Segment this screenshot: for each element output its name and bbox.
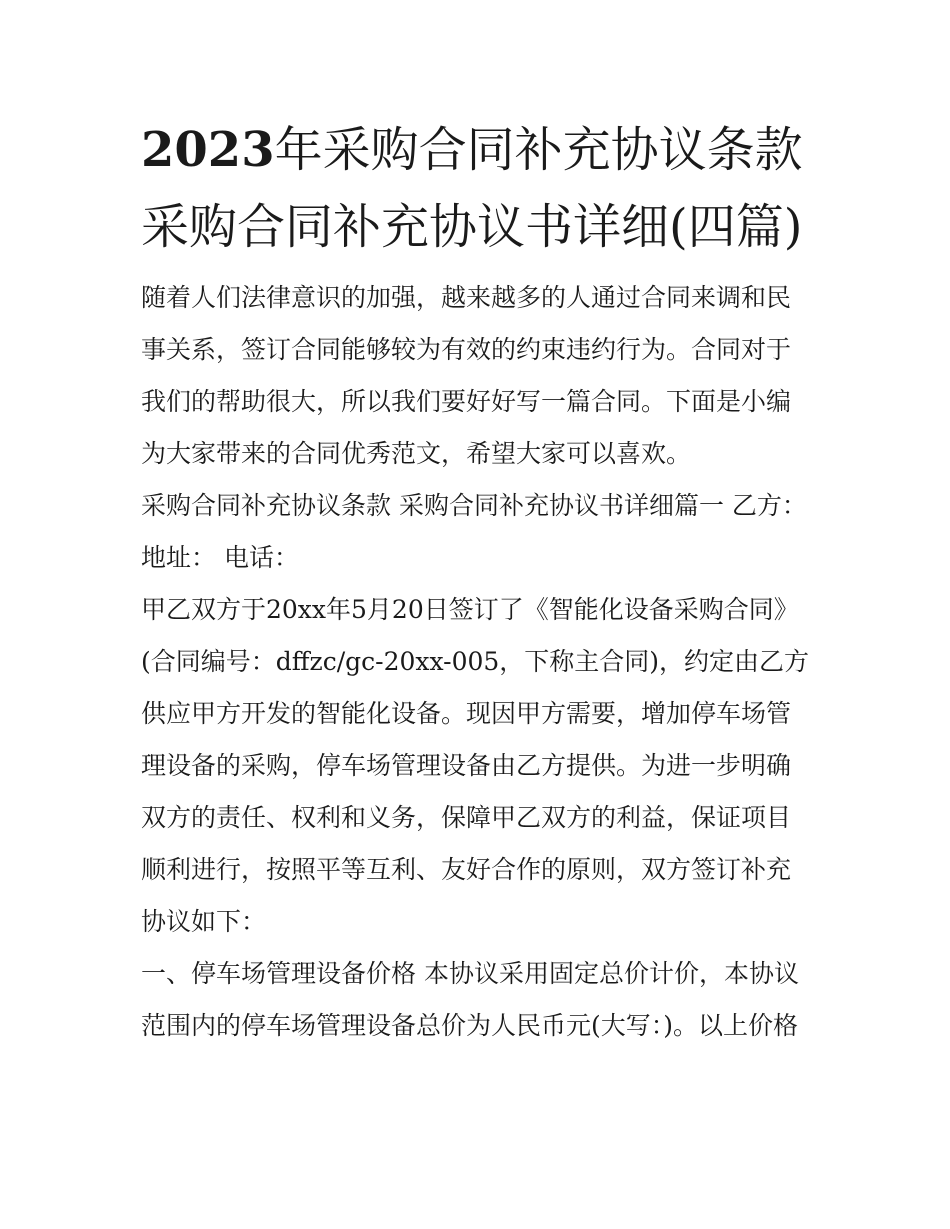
section-heading-line: 采购合同补充协议条款 采购合同补充协议书详细篇一 乙方： [141,491,807,520]
document-content [141,112,813,1052]
address-phone-line: 地址： 电话： [141,543,299,572]
document-title [141,112,813,266]
title-text: 年采购合同补充协议条款采购合同补充协议书详细(四篇) [141,122,803,255]
price-clause-paragraph: 一、停车场管理设备价格 本协议采用固定总价计价，本协议范围内的停车场管理设备总价为人民币元(大写：)。以上价格 [141,959,799,1040]
title-year: 2023 [141,122,275,178]
intro-paragraph: 随着人们法律意识的加强，越来越多的人通过合同来调和民事关系，签订合同能够较为有效的约束违约行为。合同对于我们的帮助很大，所以我们要好好写一篇合同。下面是小编为大家带来的合同优秀范文，希望大家可以喜欢。 [141,283,792,468]
agreement-paragraph: 甲乙双方于20xx年5月20日签订了《智能化设备采购合同》(合同编号：dffzc/gc-20xx-005，下称主合同)，约定由乙方供应甲方开发的智能化设备。现因甲方需要，增加停车场管理设备的采购，停车场管理设备由乙方提供。为进一步明确双方的责任、权利和义务，保障甲乙双方的利益，保证项目顺利进行，按照平等互利、友好合作的原则，双方签订补充协议如下： [141,595,810,936]
